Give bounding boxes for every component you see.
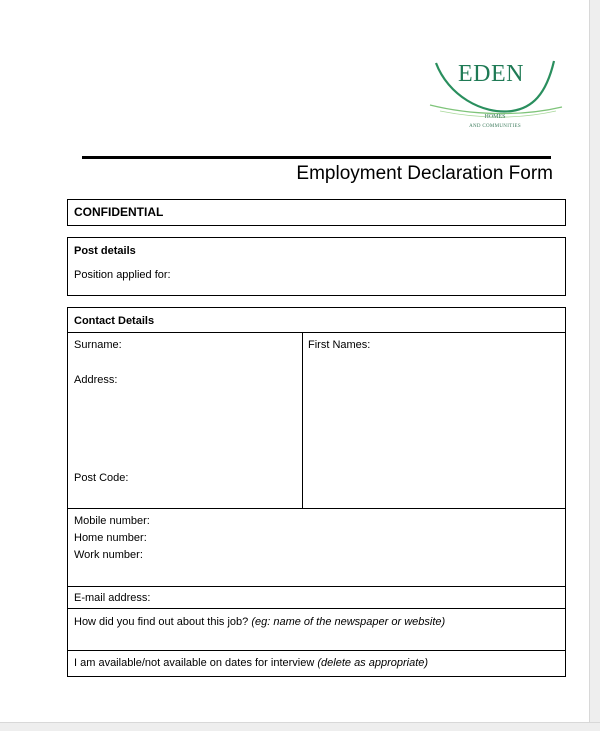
header-rule <box>82 156 551 159</box>
divider <box>68 332 565 333</box>
first-names-field[interactable]: First Names: <box>308 339 371 351</box>
divider <box>68 650 565 651</box>
logo-title: EDEN <box>458 61 524 87</box>
divider <box>68 586 565 587</box>
contact-details-heading: Contact Details <box>74 315 155 327</box>
availability-field[interactable] <box>74 657 428 669</box>
page-edge-right <box>589 0 600 730</box>
column-divider <box>302 332 303 508</box>
confidential-box <box>67 199 566 226</box>
divider <box>68 508 565 509</box>
logo-tagline: AND COMMUNITIES <box>469 124 521 129</box>
eden-logo <box>420 55 570 140</box>
address-field[interactable]: Address: <box>74 374 118 386</box>
home-number-field[interactable]: Home number: <box>74 532 147 544</box>
job-source-field[interactable] <box>74 616 445 628</box>
confidential-label: CONFIDENTIAL <box>74 205 164 219</box>
logo-subtitle: HOMES <box>484 114 506 120</box>
mobile-number-field[interactable]: Mobile number: <box>74 515 150 527</box>
email-field[interactable]: E-mail address: <box>74 592 151 604</box>
job-source-hint: (eg: name of the newspaper or website) <box>251 616 446 628</box>
contact-details-section <box>67 307 566 677</box>
work-number-field[interactable]: Work number: <box>74 549 143 561</box>
job-source-label: How did you find out about this job? <box>74 616 249 628</box>
divider <box>68 608 565 609</box>
surname-field[interactable]: Surname: <box>74 339 122 351</box>
availability-hint: (delete as appropriate) <box>317 657 429 669</box>
post-details-heading: Post details <box>74 245 136 257</box>
position-applied-field[interactable]: Position applied for: <box>74 269 171 281</box>
post-code-field[interactable]: Post Code: <box>74 472 129 484</box>
post-details-section <box>67 237 566 296</box>
form-title: Employment Declaration Form <box>296 163 553 184</box>
availability-label: I am available/not available on dates for interview <box>74 657 315 669</box>
